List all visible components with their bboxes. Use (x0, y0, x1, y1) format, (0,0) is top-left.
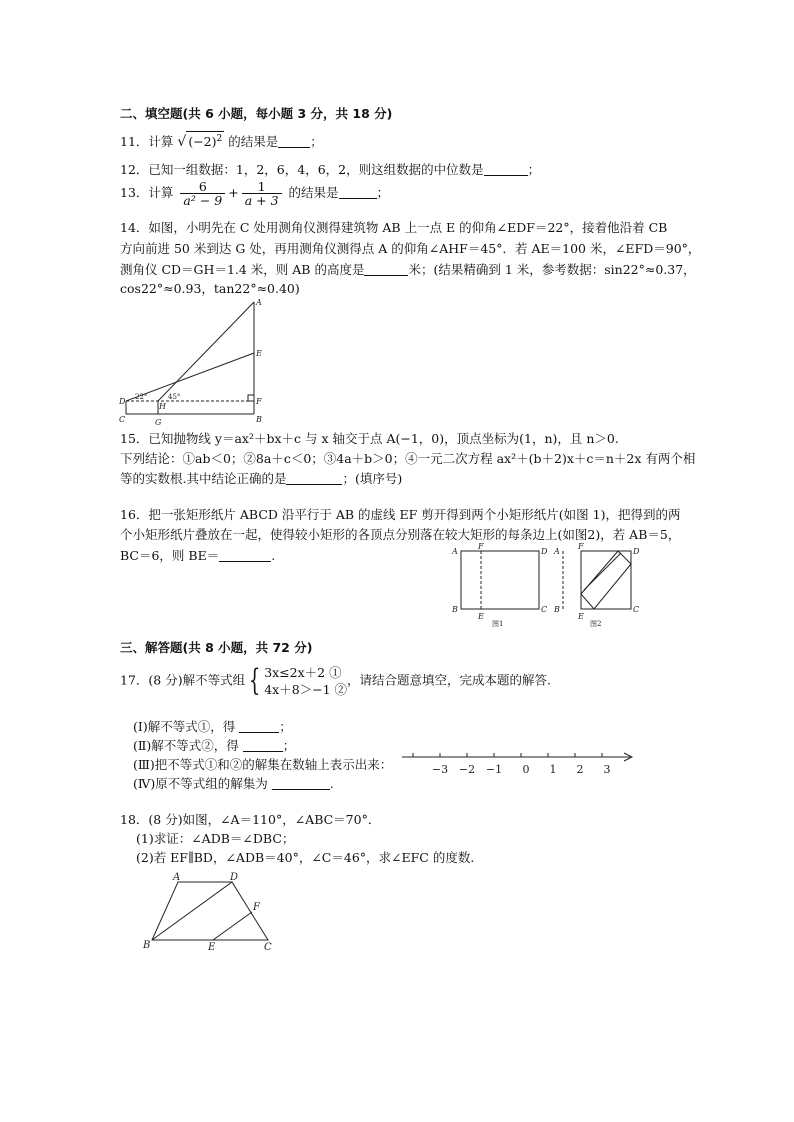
answer-blank[interactable] (364, 263, 408, 276)
q18-line3: (2)若 EF∥BD，∠ADB＝40°，∠C＝46°，求∠EFC 的度数. (136, 850, 475, 865)
larger-rectangle (581, 551, 631, 609)
fraction-1: $\frac{6}{\text{a² − 9}}$ (180, 180, 225, 207)
segment-ef (213, 912, 252, 940)
label-b: B (143, 940, 151, 951)
answer-blank[interactable] (243, 739, 283, 752)
label-d: D (230, 872, 239, 883)
q18-line1: 18．(8 分)如图，∠A＝110°，∠ABC＝70°． (120, 812, 381, 827)
inequality-1: 3x≤2x＋2 ① (264, 665, 342, 680)
label-e: E (256, 349, 262, 358)
question-13: 13．计算 $\frac{6}{\text{a² − 9}}$ + $\frac{1}{a + 3}$ 的结果是 ； (120, 179, 390, 208)
label-b: B (256, 415, 262, 424)
label-g: G (155, 418, 162, 427)
section-title: 三、解答题(共 8 小题，共 72 分) (120, 640, 313, 655)
q16-line1: 16．把一张矩形纸片 ABCD 沿平行于 AB 的虚线 EF 剪开得到两个小矩形纸片(如图 1)，把得到的两 (120, 507, 681, 522)
label-a: A (452, 547, 458, 556)
answer-blank[interactable] (272, 777, 330, 790)
sqrt-radicand: $(-2)^2$ (186, 131, 224, 149)
label-f: F (578, 542, 584, 551)
q15-line1: 15．已知抛物线 y＝ax²＋bx＋c 与 x 轴交于点 A(−1，0)，顶点坐标为(1，n)，且 n＞0. (120, 431, 619, 446)
label-b: B (452, 605, 458, 614)
answer-blank[interactable] (239, 720, 279, 733)
label-f: F (256, 397, 262, 406)
label-c: C (264, 942, 272, 953)
answer-blank[interactable] (286, 472, 342, 485)
tick-label: 0 (522, 763, 530, 776)
q14-figure (118, 296, 268, 428)
q14-line2: 方向前进 50 米到达 G 处，再用测角仪测得点 A 的仰角∠AHF＝45°．若 AE＝100 米，∠EFD＝90°， (120, 241, 701, 256)
question-17: 17．(8 分)解不等式组 { 3x≤2x＋2 ① 4x＋8＞−1 ② ，请结合题意填空，完成本题的解答. (120, 663, 552, 698)
q14-line4: cos22°≈0.93，tan22°≈0.40) (120, 281, 300, 296)
q18-line2: (1)求证：∠ADB＝∠DBC； (136, 831, 295, 846)
section-title: 二、填空题(共 6 小题，每小题 3 分，共 18 分) (120, 106, 393, 121)
label-d: D (633, 547, 640, 556)
diagonal-bd (152, 882, 232, 940)
right-angle-mark (248, 395, 254, 401)
label-c: C (119, 415, 126, 424)
rectangle-abcd (461, 551, 539, 609)
label-c: C (541, 605, 548, 614)
answer-blank[interactable] (219, 549, 271, 562)
q17-step2: (Ⅱ)解不等式②，得 ； (133, 738, 296, 753)
label-h: H (159, 402, 166, 411)
label-c: C (633, 605, 640, 614)
q11-suffix: 的结果是 (228, 134, 279, 150)
q15-line3: 等的实数根.其中结论正确的是 ；(填序号) (120, 471, 403, 486)
label-f: F (253, 902, 260, 913)
inner-edge (584, 553, 621, 590)
label-e: E (208, 942, 216, 953)
tick-label: 1 (549, 763, 557, 776)
q11-prefix: 11．计算 (120, 134, 174, 150)
caption-fig1: 图1 (492, 620, 504, 628)
caption-fig2: 图2 (590, 620, 602, 628)
q17-step3: (Ⅲ)把不等式①和②的解集在数轴上表示出来： (133, 757, 393, 772)
inequality-system (264, 664, 347, 698)
number-line[interactable] (398, 746, 638, 780)
label-e: E (478, 612, 484, 621)
q17-step4: (Ⅳ)原不等式组的解集为 . (133, 776, 334, 791)
q18-figure (140, 870, 280, 956)
q14-line1: 14．如图，小明先在 C 处用测角仪测得建筑物 AB 上一点 E 的仰角∠EDF＝22°，接着他沿着 CB (120, 220, 668, 235)
q16-figure-1 (450, 542, 550, 630)
angle-45: 45° (168, 393, 181, 401)
q14-line3: 测角仪 CD＝GH＝1.4 米，则 AB 的高度是 米；(结果精确到 1 米，参考数据：sin22°≈0.37， (120, 262, 696, 277)
answer-blank[interactable] (484, 163, 528, 176)
q13-prefix: 13．计算 (120, 185, 174, 200)
label-a: A (256, 298, 262, 307)
answer-blank[interactable] (339, 186, 377, 199)
tick-label: −3 (431, 763, 449, 776)
label-a: A (554, 547, 560, 556)
tick-label: −2 (458, 763, 476, 776)
q15-line2: 下列结论：①ab＜0；②8a＋c＜0；③4a＋b＞0；④一元二次方程 ax²＋(b＋2)x＋c＝n＋2x 有两个相 (120, 451, 696, 466)
smaller-rectangle (581, 551, 631, 609)
sqrt-sign: √ (177, 134, 187, 151)
label-d: D (119, 397, 126, 406)
fraction-2: $\frac{1}{a + 3}$ (242, 180, 282, 207)
answer-blank[interactable] (278, 135, 310, 148)
angle-22: 22° (135, 393, 148, 401)
q16-figure-2 (550, 542, 650, 630)
q16-line3: BC＝6，则 BE＝ . (120, 548, 276, 563)
quadrilateral-abcd (152, 882, 268, 940)
tick-label: 3 (603, 763, 611, 776)
inequality-2: 4x＋8＞−1 ② (264, 682, 348, 697)
tick-label: −1 (485, 763, 503, 776)
q17-prefix: 17．(8 分)解不等式组 (120, 672, 246, 688)
line-ha (158, 302, 254, 401)
q12-text: 12．已知一组数据：1，2，6，4，6，2，则这组数据的中位数是 (120, 162, 484, 177)
label-d: D (541, 547, 548, 556)
label-a: A (173, 872, 181, 883)
question-11: 11．计算 √ $(-2)^2$ 的结果是 ； (120, 131, 323, 150)
label-f: F (478, 542, 484, 551)
label-b: B (554, 605, 560, 614)
tick-label: 2 (576, 763, 584, 776)
question-12: 12．已知一组数据：1，2，6，4，6，2，则这组数据的中位数是 ； (120, 162, 541, 177)
q17-step1: (Ⅰ)解不等式①，得 ； (133, 719, 292, 734)
label-e: E (578, 612, 584, 621)
q16-line2: 个小矩形纸片叠放在一起，使得较小矩形的各顶点分别落在较大矩形的每条边上(如图2)，若 AB＝5， (120, 527, 681, 542)
system-brace: { (248, 663, 261, 698)
